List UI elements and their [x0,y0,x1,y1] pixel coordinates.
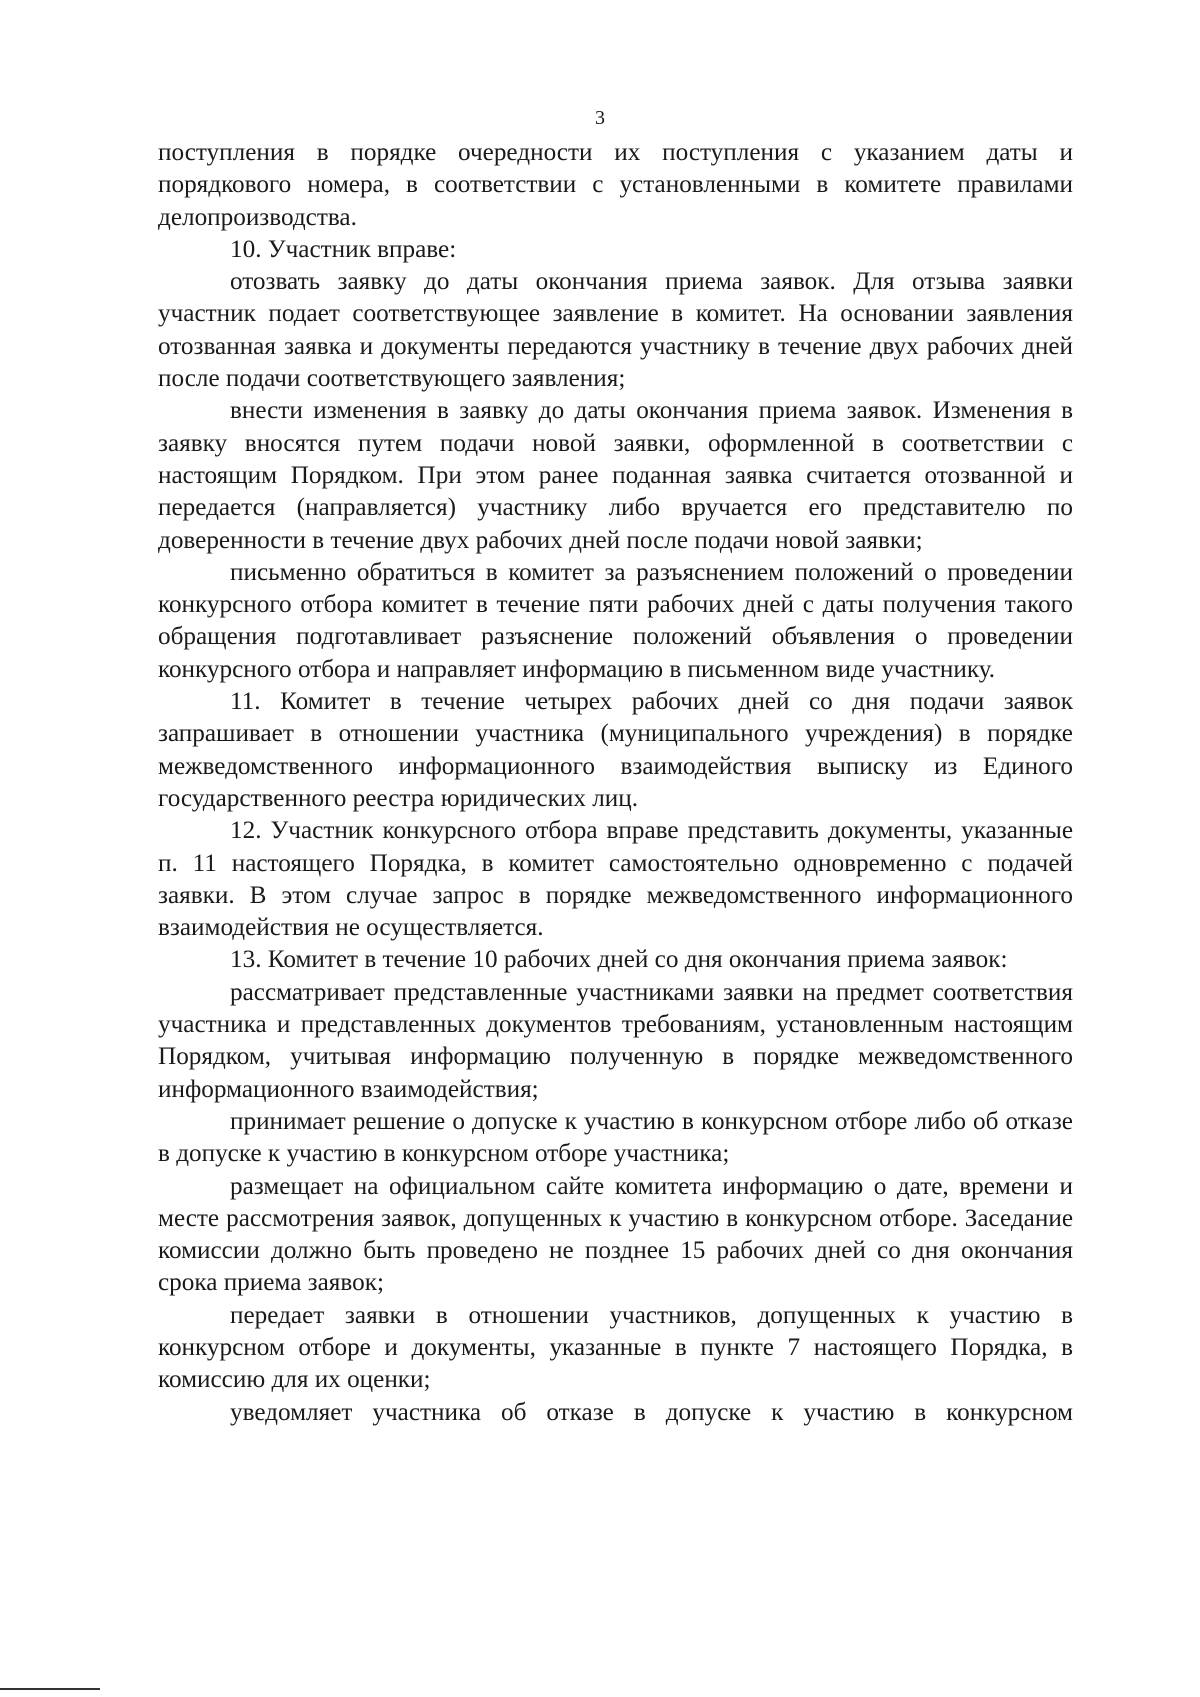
document-body [158,137,1073,1429]
paragraph-request-clarification: письменно обратиться в комитет за разъяснением положений о проведении конкурсного отбора комитет в течение пяти рабочих дней с даты получения такого обращения подготавливает разъяснение положений объявления о проведении конкурсного отбора и направляет информацию в письменном виде участнику. [158,558,1073,683]
paragraph-publishes-info: размещает на официальном сайте комитета информацию о дате, времени и месте рассмотрения заявок, допущенных к участию в конкурсном отборе. Заседание комиссии должно быть проведено не позднее 15 рабочих дней со дня окончания срока приема заявок; [158,1172,1073,1297]
paragraph-continuation: поступления в порядке очередности их поступления с указанием даты и порядкового номера, в соответствии с установленными в комитете правилами делопроизводства. [158,139,1073,231]
paragraph-item-13: 13. Комитет в течение 10 рабочих дней со дня окончания приема заявок: [230,946,1008,974]
paragraph-item-10: 10. Участник вправе: [230,235,457,263]
paragraph-transfers-applications: передает заявки в отношении участников, допущенных к участию в конкурсном отборе и документы, указанные в пункте 7 настоящего Порядка, в комиссию для их оценки; [158,1301,1073,1394]
page-number: 3 [595,107,605,129]
paragraph-admission-decision: принимает решение о допуске к участию в конкурсном отборе либо об отказе в допуске к участию в конкурсном отборе участника; [158,1107,1073,1168]
paragraph-notifies-refusal: уведомляет участника об отказе в допуске к участию в конкурсном [230,1398,1073,1426]
paragraph-item-11: 11. Комитет в течение четырех рабочих дней со дня подачи заявок запрашивает в отношении участника (муниципального учреждения) в порядке межведомственного информационного взаимодействия выписку из Единого государственного реестра юридических лиц. [158,688,1073,812]
paragraph-withdraw-application: отозвать заявку до даты окончания приема заявок. Для отзыва заявки участник подает соответствующее заявление в комитет. На основании заявления отозванная заявка и документы передаются участнику в течение двух рабочих дней после подачи соответствующего заявления; [158,268,1073,393]
paragraph-amend-application: внести изменения в заявку до даты окончания приема заявок. Изменения в заявку вносятся путем подачи новой заявки, оформленной в соответствии с настоящим Порядком. При этом ранее поданная заявка считается отозванной и передается (направляется) участнику либо вручается его представителю по доверенности в течение двух рабочих дней после подачи новой заявки; [158,397,1073,554]
paragraph-item-12: 12. Участник конкурсного отбора вправе представить документы, указанные п. 11 настоящего Порядка, в комитет самостоятельно одновременно с подачей заявки. В этом случае запрос в порядке межведомственного информационного взаимодействия не осуществляется. [158,817,1073,942]
paragraph-reviews-applications: рассматривает представленные участниками заявки на предмет соответствия участника и представленных документов требованиям, установленным настоящим Порядком, учитывая информацию полученную в порядке межведомственного информационного взаимодействия; [158,978,1073,1103]
scan-edge-mark [0,1688,100,1690]
